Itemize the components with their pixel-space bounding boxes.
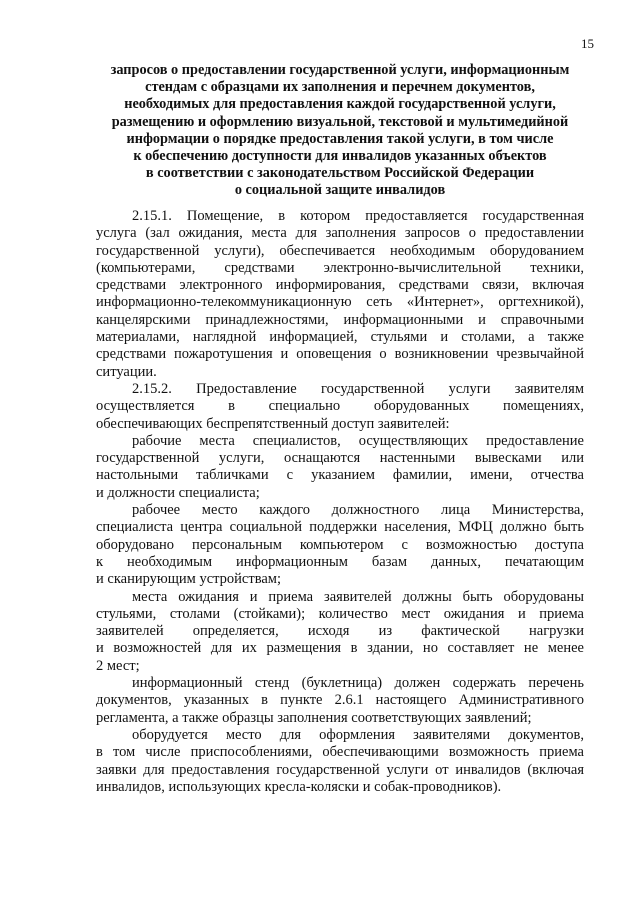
paragraph-line: оборудуется место для оформления заявителями документов, xyxy=(132,726,584,743)
paragraph-line: государственной услуги), обеспечивается необходимым оборудованием xyxy=(96,242,584,259)
paragraph-line: места ожидания и приема заявителей должны быть оборудованы xyxy=(132,588,584,605)
paragraph-line: к необходимым информационным базам данных, печатающим xyxy=(96,553,584,570)
paragraph-line: оборудовано персональным компьютером с возможностью доступа xyxy=(96,536,584,553)
paragraph xyxy=(96,381,584,433)
paragraph-line: средствами электронного информирования, средствами связи, включая xyxy=(96,277,584,294)
heading-line: запросов о предоставлении государственной услуги, информационным xyxy=(110,62,570,78)
paragraph xyxy=(96,502,584,588)
body-text xyxy=(96,208,584,796)
paragraph-line: и сканирующим устройствам; xyxy=(96,571,281,588)
paragraph-line: документов, указанных в пункте 2.6.1 настоящего Административного xyxy=(96,692,584,709)
paragraph-line: настольными табличками с указанием фамилии, имени, отчества xyxy=(96,467,584,484)
paragraph-line: регламента, а также образцы заполнения соответствующих заявлений; xyxy=(96,709,532,726)
paragraph-line: специалиста центра социальной поддержки населения, МФЦ должно быть xyxy=(96,519,584,536)
heading-line: необходимых для предоставления каждой государственной услуги, xyxy=(124,96,556,113)
paragraph-line: 2 мест; xyxy=(96,657,140,674)
paragraph-line: государственной услуги, оснащаются настенными вывесками или xyxy=(96,450,584,467)
heading-line: к обеспечению доступности для инвалидов указанных объектов xyxy=(133,148,547,165)
paragraph-line: материалами, наглядной информацией, стульями и столами, а также xyxy=(96,329,584,346)
paragraph-line: информационно-телекоммуникационную сеть «Интернет», оргтехникой), xyxy=(96,294,584,311)
heading-line: в соответствии с законодательством Российской Федерации xyxy=(145,165,535,182)
paragraph-line: канцелярскими принадлежностями, информационными и справочными xyxy=(96,311,584,328)
section-heading xyxy=(80,62,600,200)
heading-line: о социальной защите инвалидов xyxy=(234,182,446,199)
paragraph-line: 2.15.2. Предоставление государственной услуги заявителям xyxy=(132,380,584,397)
paragraph xyxy=(96,675,584,727)
heading-line: информации о порядке предоставления такой услуги, в том числе xyxy=(126,130,554,147)
paragraph-line: обеспечивающих беспрепятственный доступ заявителей: xyxy=(96,415,450,432)
paragraph-line: ситуации. xyxy=(96,363,157,380)
paragraph-line: и возможностей для их размещения в здании, но составляет не менее xyxy=(96,640,584,657)
heading-line: стендам с образцами их заполнения и перечнем документов, xyxy=(145,79,535,96)
paragraph-line: заявки для предоставления государственной услуги от инвалидов (включая xyxy=(96,761,584,778)
paragraph xyxy=(96,433,584,502)
heading-line: размещению и оформлению визуальной, текстовой и мультимедийной xyxy=(111,113,569,130)
paragraph-line: средствами пожаротушения и оповещения о возникновении чрезвычайной xyxy=(96,346,584,363)
paragraph-line: стульями, столами (стойками); количество мест ожидания и приема xyxy=(96,605,584,622)
paragraph-line: информационный стенд (буклетница) должен содержать перечень xyxy=(132,675,584,692)
paragraph-line: рабочее место каждого должностного лица Министерства, xyxy=(132,502,584,519)
paragraph xyxy=(96,589,584,675)
paragraph xyxy=(96,727,584,796)
paragraph-line: рабочие места специалистов, осуществляющих предоставление xyxy=(132,432,584,449)
paragraph xyxy=(96,208,584,381)
paragraph-line: услуга (зал ожидания, места для заполнения запросов о предоставлении xyxy=(96,225,584,242)
paragraph-line: в том числе приспособлениями, обеспечивающими возможность приема xyxy=(96,744,584,761)
paragraph-line: (компьютерами, средствами электронно-вычислительной техники, xyxy=(96,259,584,276)
paragraph-line: инвалидов, использующих кресла-коляски и собак-проводников). xyxy=(96,778,502,795)
paragraph-line: заявителей определяется, исходя из фактической нагрузки xyxy=(96,623,584,640)
page-number: 15 xyxy=(581,36,594,51)
paragraph-line: 2.15.1. Помещение, в котором предоставляется государственная xyxy=(132,208,584,224)
paragraph-line: осуществляется в специально оборудованных помещениях, xyxy=(96,398,584,415)
paragraph-line: и должности специалиста; xyxy=(96,484,260,501)
